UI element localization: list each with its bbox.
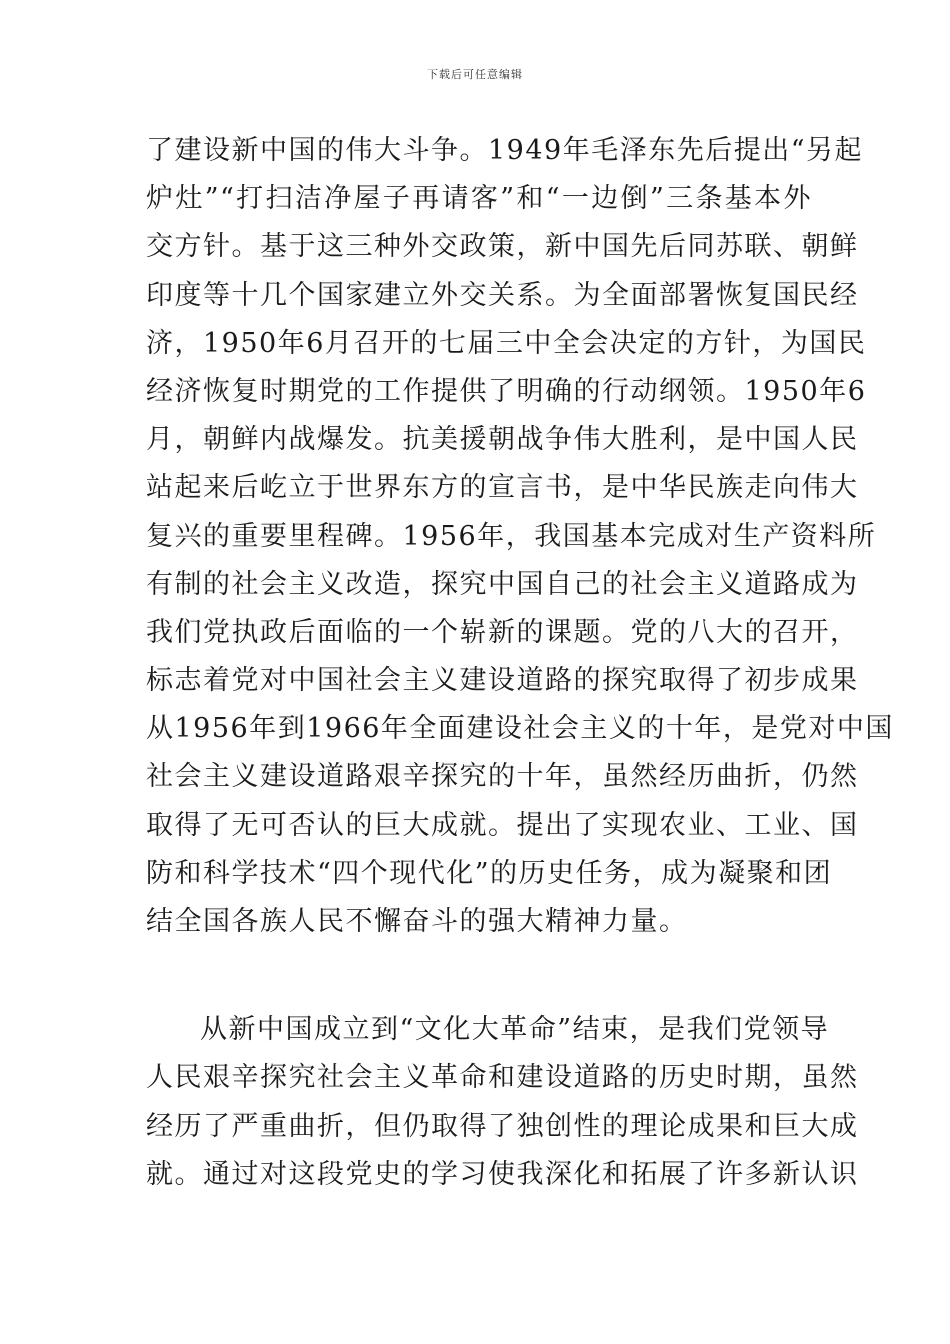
text-line: 结全国各族人民不懈奋斗的强大精神力量。 — [146, 906, 688, 937]
text-line: 复兴的重要里程碑。1956年，我国基本完成对生产资料所 — [146, 520, 877, 552]
text-line: 经济恢复时期党的工作提供了明确的行动纲领。1950年6 — [146, 375, 867, 407]
text-line: 标志着党对中国社会主义建设道路的探究取得了初步成果 — [146, 665, 859, 697]
text-line: 防和科学技术“四个现代化”的历史任务，成为凝聚和团 — [146, 857, 833, 889]
paragraph — [146, 127, 894, 946]
paragraph — [146, 1006, 859, 1199]
text-line: 站起来后屹立于世界东方的宣言书，是中华民族走向伟大 — [146, 472, 859, 504]
text-line: 我们党执政后面临的一个崭新的课题。党的八大的召开， — [146, 616, 859, 648]
text-line: 人民艰辛探究社会主义革命和建设道路的历史时期，虽然 — [146, 1062, 859, 1094]
text-line: 了建设新中国的伟大斗争。1949年毛泽东先后提出“另起 — [146, 135, 864, 166]
text-line: 就。通过对这段党史的学习使我深化和拓展了许多新认识 — [146, 1158, 859, 1190]
paragraph-spacer — [146, 946, 812, 1006]
text-line: 从新中国成立到“文化大革命”结束，是我们党领导 — [200, 1014, 830, 1046]
page-header: 下载后可任意编辑 — [427, 68, 523, 81]
document-body — [146, 127, 894, 1199]
text-line: 从1956年到1966年全面建设社会主义的十年，是党对中国 — [146, 713, 894, 745]
text-line: 济，1950年6月召开的七届三中全会决定的方针，为国民 — [146, 327, 867, 359]
text-line: 经历了严重曲折，但仍取得了独创性的理论成果和巨大成 — [146, 1110, 859, 1142]
text-line: 炉灶”“打扫洁净屋子再请客”和“一边倒”三条基本外 — [146, 183, 812, 215]
text-line: 取得了无可否认的巨大成就。提出了实现农业、工业、国 — [146, 809, 859, 841]
text-line: 交方针。基于这三种外交政策，新中国先后同苏联、朝鲜 — [146, 231, 859, 263]
text-line: 月，朝鲜内战爆发。抗美援朝战争伟大胜利，是中国人民 — [146, 424, 859, 456]
text-line: 社会主义建设道路艰辛探究的十年，虽然经历曲折，仍然 — [146, 761, 859, 793]
text-line: 印度等十几个国家建立外交关系。为全面部署恢复国民经 — [146, 279, 859, 311]
text-line: 有制的社会主义改造，探究中国自己的社会主义道路成为 — [146, 568, 859, 600]
